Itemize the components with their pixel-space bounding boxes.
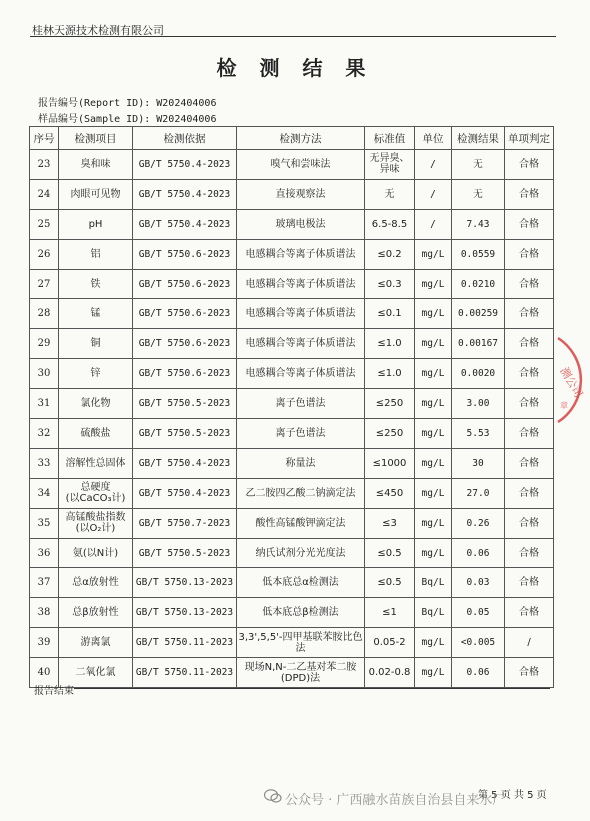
row-no: 26 — [30, 239, 59, 269]
row-item: 总硬度 (以CaCO₃计) — [59, 478, 133, 508]
row-result: 30 — [452, 448, 505, 478]
row-unit: mg/L — [415, 478, 452, 508]
row-basis: GB/T 5750.5-2023 — [133, 419, 237, 449]
row-standard: ≤0.5 — [365, 538, 415, 568]
row-no: 23 — [30, 150, 59, 180]
row-standard: ≤0.3 — [365, 269, 415, 299]
row-standard: ≤1 — [365, 598, 415, 628]
seal-stamp — [520, 330, 590, 430]
row-judgement: 合格 — [505, 150, 554, 180]
row-item: 锰 — [59, 299, 133, 329]
row-method: 玻璃电极法 — [237, 209, 365, 239]
row-method: 电感耦合等离子体质谱法 — [237, 299, 365, 329]
row-item: 铁 — [59, 269, 133, 299]
row-no: 33 — [30, 448, 59, 478]
wechat-icon — [264, 789, 282, 804]
row-item: 二氧化氯 — [59, 658, 133, 688]
row-unit: mg/L — [415, 419, 452, 449]
row-judgement: 合格 — [505, 448, 554, 478]
row-judgement: 合格 — [505, 658, 554, 688]
row-standard: ≤250 — [365, 419, 415, 449]
row-basis: GB/T 5750.11-2023 — [133, 658, 237, 688]
row-result: <0.005 — [452, 628, 505, 658]
row-standard: 6.5-8.5 — [365, 209, 415, 239]
row-no: 40 — [30, 658, 59, 688]
table-row — [30, 538, 554, 568]
row-no: 30 — [30, 359, 59, 389]
svg-text:章: 章 — [560, 401, 568, 410]
row-item: 溶解性总固体 — [59, 448, 133, 478]
row-method: 酸性高锰酸钾滴定法 — [237, 508, 365, 538]
table-row — [30, 179, 554, 209]
row-item: 游离氯 — [59, 628, 133, 658]
row-standard: ≤0.5 — [365, 568, 415, 598]
row-no: 27 — [30, 269, 59, 299]
row-basis: GB/T 5750.11-2023 — [133, 628, 237, 658]
row-basis: GB/T 5750.4-2023 — [133, 478, 237, 508]
sample-id: 样品编号(Sample ID): W202404006 — [38, 114, 217, 125]
row-basis: GB/T 5750.5-2023 — [133, 538, 237, 568]
row-no: 25 — [30, 209, 59, 239]
row-no: 24 — [30, 179, 59, 209]
table-row — [30, 389, 554, 419]
row-basis: GB/T 5750.6-2023 — [133, 329, 237, 359]
footer-divider — [74, 688, 550, 689]
row-judgement: 合格 — [505, 179, 554, 209]
table-row — [30, 329, 554, 359]
row-method: 称量法 — [237, 448, 365, 478]
row-item: 铜 — [59, 329, 133, 359]
row-judgement: / — [505, 628, 554, 658]
row-judgement: 合格 — [505, 269, 554, 299]
row-judgement: 合格 — [505, 568, 554, 598]
table-row — [30, 359, 554, 389]
row-standard: ≤250 — [365, 389, 415, 419]
row-judgement: 合格 — [505, 419, 554, 449]
row-result: 0.06 — [452, 538, 505, 568]
page-title: 检 测 结 果 — [216, 56, 374, 80]
row-no: 39 — [30, 628, 59, 658]
row-result: 0.00259 — [452, 299, 505, 329]
row-judgement: 合格 — [505, 209, 554, 239]
col-header-unit: 单位 — [415, 127, 452, 150]
row-unit: / — [415, 209, 452, 239]
row-judgement: 合格 — [505, 538, 554, 568]
row-unit: / — [415, 179, 452, 209]
col-header-judgement: 单项判定 — [505, 127, 554, 150]
row-item: 臭和味 — [59, 150, 133, 180]
row-result: 5.53 — [452, 419, 505, 449]
row-basis: GB/T 5750.13-2023 — [133, 598, 237, 628]
row-result: 0.05 — [452, 598, 505, 628]
row-result: 无 — [452, 179, 505, 209]
row-no: 37 — [30, 568, 59, 598]
page-number: 第 5 页 共 5 页 — [478, 790, 547, 801]
col-header-no: 序号 — [30, 127, 59, 150]
row-method: 离子色谱法 — [237, 389, 365, 419]
table-row — [30, 478, 554, 508]
header-divider — [30, 36, 556, 37]
report-id: 报告编号(Report ID): W202404006 — [38, 98, 217, 109]
row-standard: ≤0.1 — [365, 299, 415, 329]
row-basis: GB/T 5750.7-2023 — [133, 508, 237, 538]
row-basis: GB/T 5750.4-2023 — [133, 448, 237, 478]
row-standard: 无异臭、异味 — [365, 150, 415, 180]
watermark-text: 公众号 · 广西融水苗族自治县自来水厂 — [285, 793, 506, 808]
row-item: pH — [59, 209, 133, 239]
row-judgement: 合格 — [505, 598, 554, 628]
row-result: 3.00 — [452, 389, 505, 419]
row-judgement: 合格 — [505, 329, 554, 359]
company-name: 桂林天源技术检测有限公司 — [32, 24, 164, 37]
row-method: 电感耦合等离子体质谱法 — [237, 269, 365, 299]
row-unit: mg/L — [415, 658, 452, 688]
row-judgement: 合格 — [505, 239, 554, 269]
table-row — [30, 448, 554, 478]
row-result: 0.06 — [452, 658, 505, 688]
table-row — [30, 568, 554, 598]
row-result: 0.03 — [452, 568, 505, 598]
table-row — [30, 269, 554, 299]
row-item: 氯化物 — [59, 389, 133, 419]
col-header-item: 检测项目 — [59, 127, 133, 150]
row-basis: GB/T 5750.6-2023 — [133, 359, 237, 389]
row-unit: Bq/L — [415, 568, 452, 598]
table-row — [30, 508, 554, 538]
table-row — [30, 658, 554, 688]
row-item: 肉眼可见物 — [59, 179, 133, 209]
row-unit: Bq/L — [415, 598, 452, 628]
row-standard: ≤1000 — [365, 448, 415, 478]
row-unit: mg/L — [415, 269, 452, 299]
row-unit: mg/L — [415, 359, 452, 389]
row-judgement: 合格 — [505, 299, 554, 329]
row-result: 0.00167 — [452, 329, 505, 359]
row-item: 硫酸盐 — [59, 419, 133, 449]
row-method: 低本底总α检测法 — [237, 568, 365, 598]
col-header-standard: 标准值 — [365, 127, 415, 150]
row-standard: 无 — [365, 179, 415, 209]
col-header-result: 检测结果 — [452, 127, 505, 150]
row-item: 总β放射性 — [59, 598, 133, 628]
table-row — [30, 299, 554, 329]
row-method: 纳氏试剂分光光度法 — [237, 538, 365, 568]
row-unit: / — [415, 150, 452, 180]
row-basis: GB/T 5750.4-2023 — [133, 150, 237, 180]
row-standard: ≤450 — [365, 478, 415, 508]
col-header-method: 检测方法 — [237, 127, 365, 150]
row-result: 7.43 — [452, 209, 505, 239]
row-item: 锌 — [59, 359, 133, 389]
row-method: 电感耦合等离子体质谱法 — [237, 329, 365, 359]
table-row — [30, 598, 554, 628]
row-result: 0.0020 — [452, 359, 505, 389]
row-method: 电感耦合等离子体质谱法 — [237, 239, 365, 269]
row-judgement: 合格 — [505, 478, 554, 508]
row-standard: ≤3 — [365, 508, 415, 538]
row-method: 乙二胺四乙酸二钠滴定法 — [237, 478, 365, 508]
row-unit: mg/L — [415, 389, 452, 419]
row-method: 电感耦合等离子体质谱法 — [237, 359, 365, 389]
row-method: 离子色谱法 — [237, 419, 365, 449]
row-unit: mg/L — [415, 239, 452, 269]
row-no: 36 — [30, 538, 59, 568]
row-method: 嗅气和尝味法 — [237, 150, 365, 180]
row-standard: ≤1.0 — [365, 329, 415, 359]
row-method: 低本底总β检测法 — [237, 598, 365, 628]
row-basis: GB/T 5750.13-2023 — [133, 568, 237, 598]
row-judgement: 合格 — [505, 359, 554, 389]
row-item: 总α放射性 — [59, 568, 133, 598]
row-basis: GB/T 5750.6-2023 — [133, 239, 237, 269]
row-method: 直接观察法 — [237, 179, 365, 209]
row-unit: mg/L — [415, 299, 452, 329]
row-basis: GB/T 5750.4-2023 — [133, 209, 237, 239]
row-standard: 0.02-0.8 — [365, 658, 415, 688]
report-end-text: 报告结束 — [34, 686, 74, 697]
row-no: 29 — [30, 329, 59, 359]
row-basis: GB/T 5750.4-2023 — [133, 179, 237, 209]
results-table — [29, 126, 554, 688]
row-result: 无 — [452, 150, 505, 180]
row-no: 35 — [30, 508, 59, 538]
row-standard: 0.05-2 — [365, 628, 415, 658]
row-no: 31 — [30, 389, 59, 419]
row-unit: mg/L — [415, 628, 452, 658]
row-unit: mg/L — [415, 329, 452, 359]
table-header-row — [30, 127, 554, 150]
row-result: 27.0 — [452, 478, 505, 508]
row-result: 0.0559 — [452, 239, 505, 269]
table-row — [30, 628, 554, 658]
table-row — [30, 209, 554, 239]
row-unit: mg/L — [415, 508, 452, 538]
row-judgement: 合格 — [505, 508, 554, 538]
row-unit: mg/L — [415, 538, 452, 568]
row-item: 铝 — [59, 239, 133, 269]
row-judgement: 合格 — [505, 389, 554, 419]
row-no: 28 — [30, 299, 59, 329]
table-row — [30, 239, 554, 269]
row-standard: ≤1.0 — [365, 359, 415, 389]
row-result: 0.0210 — [452, 269, 505, 299]
row-no: 34 — [30, 478, 59, 508]
table-row — [30, 419, 554, 449]
row-basis: GB/T 5750.6-2023 — [133, 269, 237, 299]
row-unit: mg/L — [415, 448, 452, 478]
row-standard: ≤0.2 — [365, 239, 415, 269]
row-basis: GB/T 5750.5-2023 — [133, 389, 237, 419]
row-item: 氨(以N计) — [59, 538, 133, 568]
row-no: 38 — [30, 598, 59, 628]
svg-text:测公司: 测公司 — [557, 365, 586, 401]
row-method: 3,3',5,5'-四甲基联苯胺比色法 — [237, 628, 365, 658]
col-header-basis: 检测依据 — [133, 127, 237, 150]
row-method: 现场N,N-二乙基对苯二胺(DPD)法 — [237, 658, 365, 688]
row-item: 高锰酸盐指数 (以O₂计) — [59, 508, 133, 538]
row-no: 32 — [30, 419, 59, 449]
row-result: 0.26 — [452, 508, 505, 538]
row-basis: GB/T 5750.6-2023 — [133, 299, 237, 329]
table-row — [30, 150, 554, 180]
